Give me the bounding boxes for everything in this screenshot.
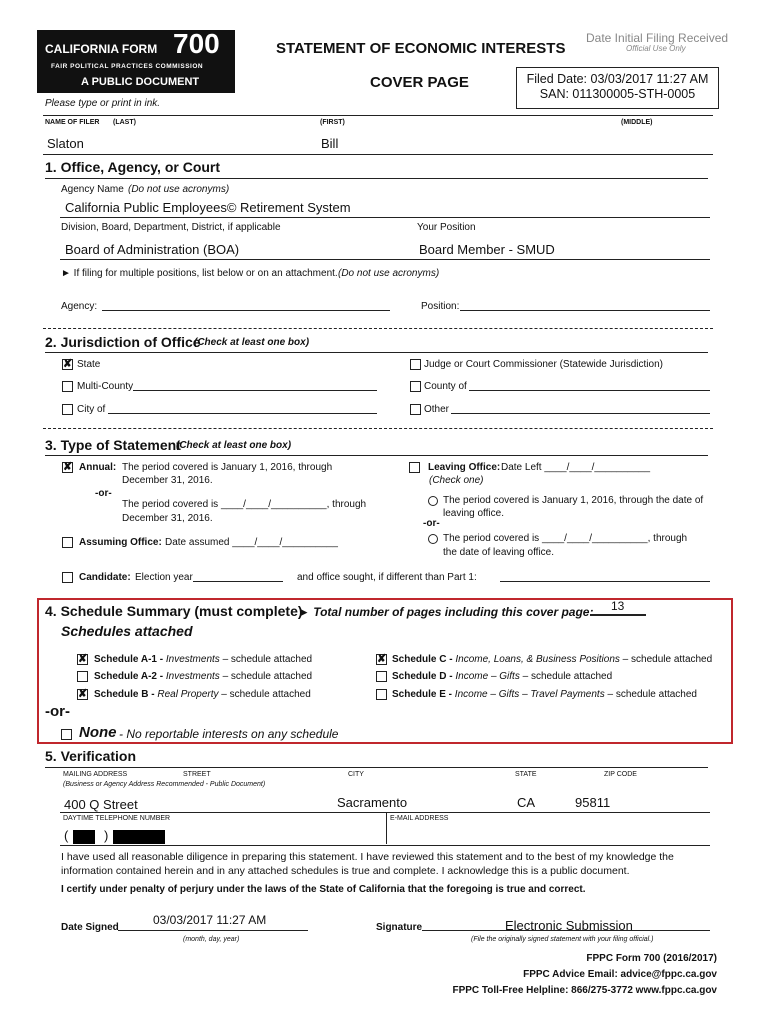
state-value[interactable]: CA [517, 795, 536, 810]
section2-bottom-line [43, 428, 713, 429]
footer-email: FPPC Advice Email: advice@fppc.ca.gov [523, 969, 717, 980]
date-signed-label: Date Signed [61, 922, 119, 933]
leaving-option2-radio[interactable] [428, 534, 438, 544]
footer-helpline: FPPC Toll-Free Helpline: 866/275-3772 www.fppc.ca.gov [452, 985, 717, 996]
none-desc: - No reportable interests on any schedule [119, 727, 339, 741]
assuming-checkbox[interactable] [62, 537, 73, 548]
agency-name-value[interactable]: California Public Employees© Retirement System [65, 200, 351, 215]
county-checkbox[interactable] [410, 381, 421, 392]
city-of-label: City of [77, 404, 106, 415]
date-signed-line [118, 930, 308, 931]
schedule-d-checkbox[interactable] [376, 671, 387, 682]
phone-number-redaction [113, 830, 165, 844]
schedule-a2-row: Schedule A-2 - Investments – schedule attached [94, 671, 313, 682]
check-one-note: (Check one) [429, 475, 484, 486]
city-checkbox[interactable] [62, 404, 73, 415]
agency-name-label: Agency Name [61, 184, 124, 195]
phone-label: DAYTIME TELEPHONE NUMBER [63, 815, 171, 822]
san-number: SAN: 011300005-STH-0005 [539, 87, 696, 101]
division-line [60, 259, 710, 260]
date-received-label: Date Initial Filing Received [586, 31, 729, 45]
assuming-text: Date assumed ____/____/__________ [165, 537, 338, 548]
annual-text4: December 31, 2016. [122, 513, 213, 524]
schedules-attached-label: Schedules attached [61, 623, 193, 639]
total-pages-value[interactable]: 13 [611, 599, 625, 613]
commission-name: FAIR POLITICAL PRACTICES COMMISSION [51, 63, 204, 70]
none-label: None [79, 724, 117, 741]
street-value[interactable]: 400 Q Street [64, 797, 138, 812]
section3-title: 3. Type of Statement [45, 437, 181, 453]
office-sought-line[interactable] [500, 581, 710, 582]
leaving-label: Leaving Office: [428, 462, 501, 473]
division-label: Division, Board, Department, District, if applicable [61, 222, 281, 233]
candidate-label: Candidate: [79, 572, 131, 583]
footer-form: FPPC Form 700 (2016/2017) [586, 953, 717, 964]
phone-line [60, 845, 710, 846]
schedule-a1-row: Schedule A-1 - Investments – schedule attached [94, 654, 313, 665]
total-pages-label: ► Total number of pages including this cover page: [298, 605, 594, 619]
schedule-b-row: Schedule B - Real Property – schedule attached [94, 689, 311, 700]
diligence-statement: I have used all reasonable diligence in preparing this statement. I have reviewed this statement and to the best of my knowledge the information contained herein and in any attached schedules is true and complete. I acknowledge this is a public document. [61, 851, 674, 877]
county-of-label: County of [424, 381, 467, 392]
city-line[interactable] [108, 413, 377, 414]
schedule-c-row: Schedule C - Income, Loans, & Business Positions – schedule attached [392, 654, 713, 665]
email-label: E-MAIL ADDRESS [390, 815, 449, 822]
agency-colon-label: Agency: [61, 301, 98, 312]
official-use-label: Official Use Only [626, 44, 686, 53]
leaving-option1-text2: leaving office. [443, 508, 504, 519]
first-label: (FIRST) [320, 119, 345, 126]
form-title: STATEMENT OF ECONOMIC INTERESTS [276, 40, 566, 57]
other-line[interactable] [451, 413, 710, 414]
state-column-label: STATE [515, 771, 537, 778]
position-value[interactable]: Board Member - SMUD [419, 242, 555, 257]
schedule-a2-checkbox[interactable] [77, 671, 88, 682]
address-line [60, 812, 710, 813]
state-label: State [77, 359, 101, 370]
filed-date: Filed Date: 03/03/2017 11:27 AM [526, 72, 709, 86]
your-position-label: Your Position [417, 222, 476, 233]
leaving-text: Date Left ____/____/__________ [501, 462, 651, 473]
filer-last-name[interactable]: Slaton [47, 136, 84, 151]
section1-title: 1. Office, Agency, or Court [45, 159, 221, 175]
public-document-label: A PUBLIC DOCUMENT [81, 76, 200, 88]
schedule-c-checkbox[interactable]: ✘ [377, 653, 387, 665]
other-checkbox[interactable] [410, 404, 421, 415]
election-year-line[interactable] [193, 581, 283, 582]
none-checkbox[interactable] [61, 729, 72, 740]
section2-title: 2. Jurisdiction of Office [45, 334, 201, 350]
multiple-positions-note-italic: (Do not use acronyms) [338, 268, 440, 279]
leaving-checkbox[interactable] [409, 462, 420, 473]
annual-or: -or- [95, 488, 112, 499]
division-value[interactable]: Board of Administration (BOA) [65, 242, 240, 257]
annual-text3: The period covered is ____/____/__________, through [122, 499, 367, 510]
schedule-b-checkbox[interactable]: ✘ [78, 688, 88, 700]
judge-checkbox[interactable] [410, 359, 421, 370]
position-extra-line[interactable] [460, 310, 710, 311]
section4-title: 4. Schedule Summary (must complete) [45, 603, 303, 619]
zip-value[interactable]: 95811 [575, 795, 611, 810]
city-value[interactable]: Sacramento [337, 795, 408, 810]
form-label: CALIFORNIA FORM [45, 42, 158, 56]
state-checkbox[interactable]: ✘ [63, 358, 73, 370]
phone-area-redaction [73, 830, 95, 844]
cover-page-title: COVER PAGE [370, 74, 469, 91]
email-divider [386, 812, 387, 844]
section5-title: 5. Verification [45, 748, 137, 764]
county-line[interactable] [469, 390, 710, 391]
middle-label: (MIDDLE) [621, 119, 653, 126]
signature-label: Signature [376, 922, 423, 933]
multiple-positions-note: ► If filing for multiple positions, list below or on an attachment. [61, 268, 338, 279]
phone-paren-close: ) [104, 828, 109, 843]
leaving-or: -or- [423, 518, 440, 529]
annual-checkbox[interactable]: ✘ [63, 461, 73, 473]
agency-line [60, 217, 710, 218]
annual-text2: December 31, 2016. [122, 475, 213, 486]
multi-county-label: Multi-County [77, 381, 134, 392]
leaving-option1-radio[interactable] [428, 496, 438, 506]
filer-top-line [43, 115, 713, 116]
date-signed-value[interactable]: 03/03/2017 11:27 AM [153, 913, 267, 927]
section3-note: (Check at least one box) [176, 440, 292, 451]
assuming-label: Assuming Office: [79, 537, 162, 548]
judge-label: Judge or Court Commissioner (Statewide Jurisdiction) [424, 359, 663, 370]
signature-note: (File the originally signed statement with your filing official.) [471, 936, 654, 943]
form-header-block [37, 30, 235, 93]
mailing-note: (Business or Agency Address Recommended - Public Document) [63, 781, 266, 788]
form-number: 700 [173, 28, 220, 59]
schedule-e-checkbox[interactable] [376, 689, 387, 700]
agency-name-note: (Do not use acronyms) [128, 184, 230, 195]
schedule-d-row: Schedule D - Income – Gifts – schedule attached [392, 671, 613, 682]
signature-value[interactable]: Electronic Submission [505, 918, 633, 933]
section5-line [45, 767, 708, 768]
annual-label: Annual: [79, 462, 117, 473]
leaving-option2-text: The period covered is ____/____/__________, through [443, 533, 688, 544]
city-label: CITY [348, 771, 364, 778]
candidate-text: Election year [135, 572, 193, 583]
position-colon-label: Position: [421, 301, 460, 312]
date-format-note: (month, day, year) [183, 936, 240, 943]
leaving-option2-text2: the date of leaving office. [443, 547, 555, 558]
section1-bottom-line [43, 328, 713, 329]
filer-first-name[interactable]: Bill [321, 136, 339, 151]
section2-line [45, 352, 708, 353]
certify-statement: I certify under penalty of perjury under the laws of the State of California that the foregoing is true and correct. [61, 884, 586, 895]
street-label: STREET [183, 771, 211, 778]
leaving-option1-text: The period covered is January 1, 2016, through the date of [443, 495, 704, 506]
filed-date-box [516, 67, 719, 109]
none-or: -or- [45, 703, 70, 720]
schedule-e-row: Schedule E - Income – Gifts – Travel Payments – schedule attached [392, 689, 697, 700]
signature-line [422, 930, 710, 931]
section1-line [45, 178, 708, 179]
last-label: (LAST) [113, 119, 136, 126]
agency-extra-line[interactable] [102, 310, 390, 311]
section3-line [45, 455, 708, 456]
annual-text1: The period covered is January 1, 2016, through [122, 462, 333, 473]
multi-county-line[interactable] [133, 390, 377, 391]
name-of-filer-label: NAME OF FILER [45, 119, 100, 126]
section2-note: (Check at least one box) [194, 337, 310, 348]
filer-bottom-line [43, 154, 713, 155]
schedule-a1-checkbox[interactable]: ✘ [78, 653, 88, 665]
instruction-text: Please type or print in ink. [45, 98, 161, 109]
candidate-office-text: and office sought, if different than Part 1: [297, 572, 477, 583]
phone-paren-open: ( [64, 828, 69, 843]
multi-county-checkbox[interactable] [62, 381, 73, 392]
zip-label: ZIP CODE [604, 771, 637, 778]
total-pages-line [590, 614, 646, 616]
candidate-checkbox[interactable] [62, 572, 73, 583]
mailing-address-label: MAILING ADDRESS [63, 771, 128, 778]
other-label: Other [424, 404, 450, 415]
